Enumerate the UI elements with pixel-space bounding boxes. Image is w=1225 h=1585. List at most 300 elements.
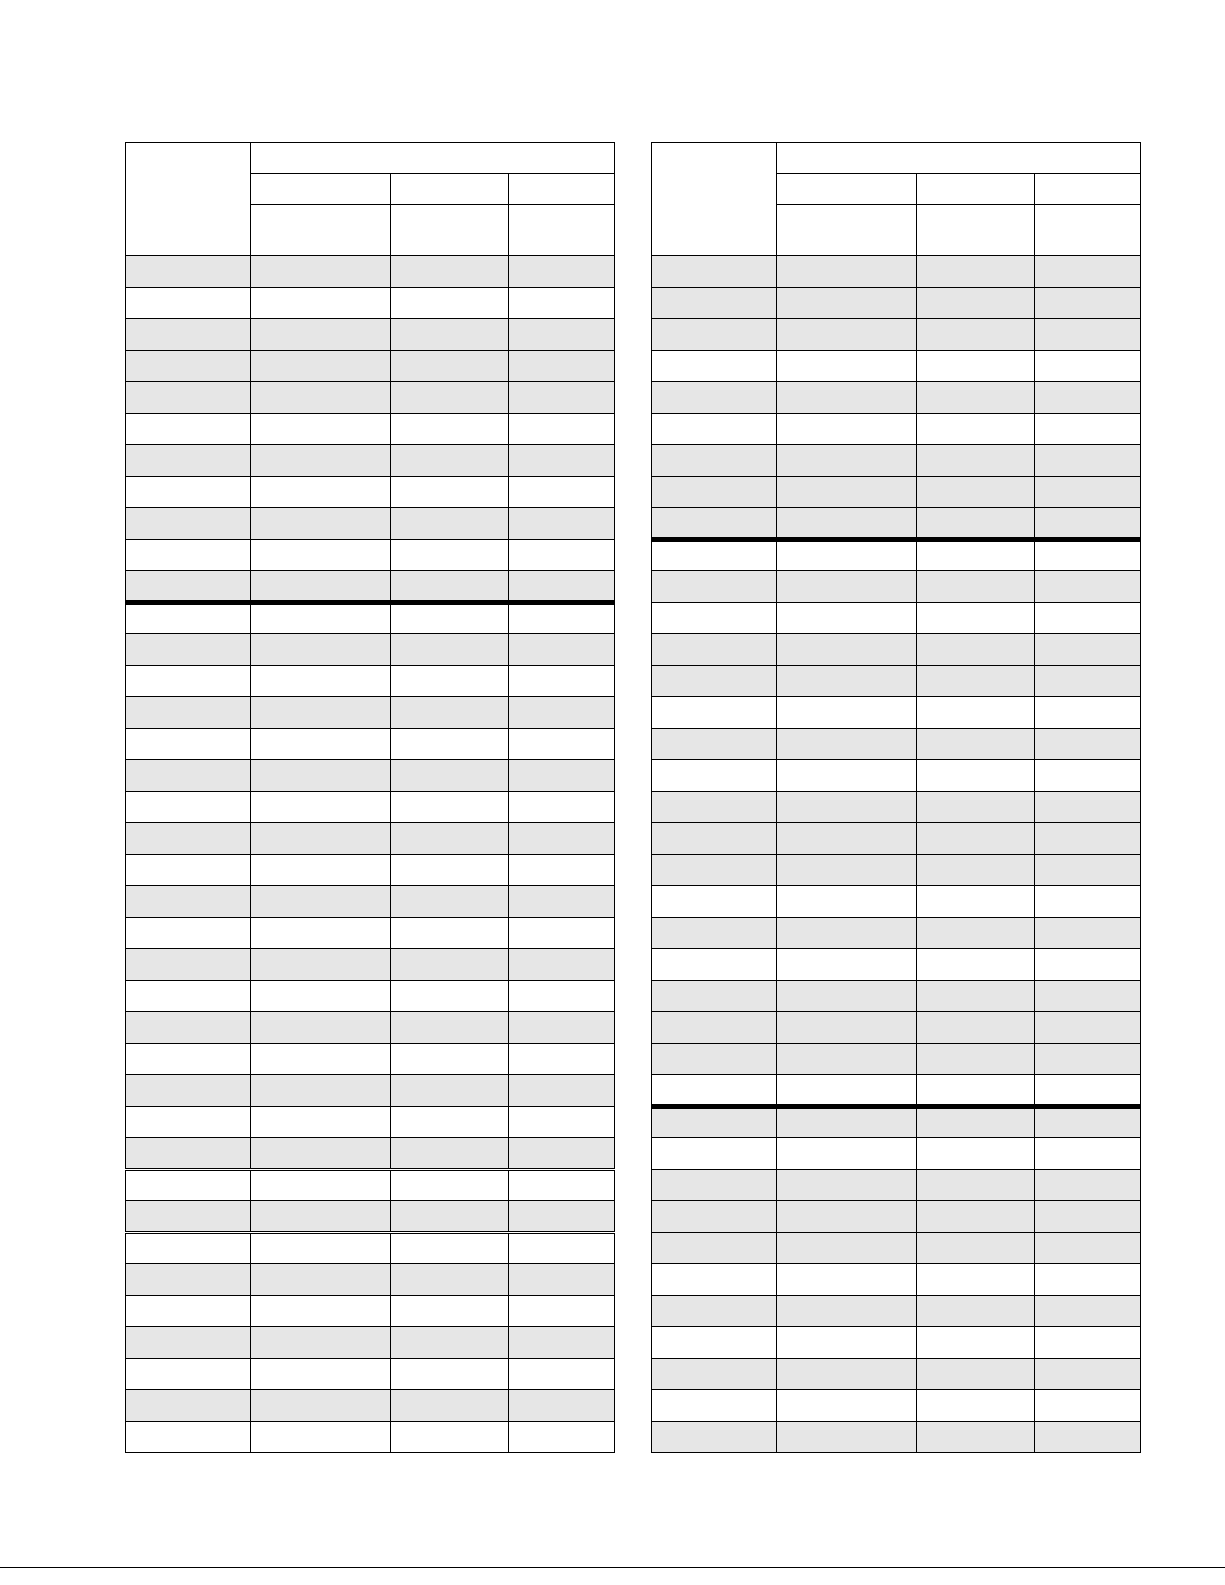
table-row bbox=[126, 508, 615, 540]
table-row bbox=[652, 697, 1141, 729]
table-row bbox=[652, 665, 1141, 697]
table-cell bbox=[391, 1138, 509, 1170]
table-cell bbox=[509, 1106, 615, 1138]
table-cell bbox=[251, 728, 391, 760]
table-cell bbox=[126, 1043, 251, 1075]
table-cell bbox=[777, 886, 917, 918]
table-row bbox=[652, 1169, 1141, 1201]
table-cell bbox=[652, 256, 777, 288]
table-row bbox=[652, 854, 1141, 886]
table-cell bbox=[391, 980, 509, 1012]
table-cell bbox=[509, 571, 615, 603]
table-cell bbox=[777, 319, 917, 351]
table-cell bbox=[652, 1043, 777, 1075]
table-cell bbox=[391, 1169, 509, 1201]
table-cell bbox=[1035, 949, 1141, 981]
table-cell bbox=[1035, 697, 1141, 729]
table-cell bbox=[126, 1138, 251, 1170]
table-cell bbox=[777, 665, 917, 697]
table-cell bbox=[391, 1327, 509, 1359]
table-cell bbox=[391, 728, 509, 760]
table-row bbox=[652, 791, 1141, 823]
table-cell bbox=[917, 949, 1035, 981]
table-cell bbox=[251, 1169, 391, 1201]
table-cell bbox=[917, 382, 1035, 414]
table-cell bbox=[126, 1390, 251, 1422]
table-cell bbox=[509, 949, 615, 981]
table-cell bbox=[777, 949, 917, 981]
header-stub-cell bbox=[652, 143, 777, 256]
table-row bbox=[652, 1327, 1141, 1359]
table-cell bbox=[1035, 1358, 1141, 1390]
table-row bbox=[126, 1043, 615, 1075]
table-row bbox=[652, 823, 1141, 855]
table-cell bbox=[777, 1232, 917, 1264]
table-cell bbox=[777, 1043, 917, 1075]
table-cell bbox=[251, 476, 391, 508]
table-cell bbox=[652, 886, 777, 918]
table-cell bbox=[652, 350, 777, 382]
table-cell bbox=[777, 1138, 917, 1170]
header-cell bbox=[509, 174, 615, 205]
table-cell bbox=[917, 1106, 1035, 1138]
header-stub-cell bbox=[126, 143, 251, 256]
table-cell bbox=[391, 634, 509, 666]
table-cell bbox=[509, 1358, 615, 1390]
table-cell bbox=[1035, 602, 1141, 634]
table-cell bbox=[509, 823, 615, 855]
table-cell bbox=[1035, 382, 1141, 414]
table-cell bbox=[777, 571, 917, 603]
table-cell bbox=[1035, 1075, 1141, 1107]
table-cell bbox=[251, 1264, 391, 1296]
table-cell bbox=[652, 571, 777, 603]
table-cell bbox=[391, 1295, 509, 1327]
table-cell bbox=[917, 1358, 1035, 1390]
table-cell bbox=[1035, 1421, 1141, 1453]
table-cell bbox=[1035, 1327, 1141, 1359]
table-row bbox=[652, 1138, 1141, 1170]
table-cell bbox=[391, 949, 509, 981]
table-cell bbox=[391, 1421, 509, 1453]
table-cell bbox=[251, 1421, 391, 1453]
header-title-row bbox=[126, 143, 615, 174]
table-cell bbox=[126, 508, 251, 540]
table-cell bbox=[251, 665, 391, 697]
table-row bbox=[126, 1390, 615, 1422]
table-cell bbox=[126, 1295, 251, 1327]
table-cell bbox=[1035, 350, 1141, 382]
table-row bbox=[652, 980, 1141, 1012]
table-cell bbox=[917, 1327, 1035, 1359]
table-cell bbox=[652, 1358, 777, 1390]
table-cell bbox=[777, 823, 917, 855]
table-cell bbox=[509, 1043, 615, 1075]
table-cell bbox=[126, 886, 251, 918]
header-cell bbox=[391, 205, 509, 256]
table-cell bbox=[777, 476, 917, 508]
right-table-container bbox=[651, 142, 1141, 1453]
table-cell bbox=[509, 1421, 615, 1453]
table-cell bbox=[1035, 917, 1141, 949]
table-cell bbox=[391, 382, 509, 414]
table-cell bbox=[509, 287, 615, 319]
table-cell bbox=[777, 1075, 917, 1107]
table-cell bbox=[652, 602, 777, 634]
table-cell bbox=[1035, 665, 1141, 697]
table-cell bbox=[251, 1327, 391, 1359]
table-cell bbox=[652, 1169, 777, 1201]
table-cell bbox=[509, 665, 615, 697]
table-row bbox=[652, 728, 1141, 760]
table-cell bbox=[391, 1201, 509, 1233]
table-cell bbox=[1035, 571, 1141, 603]
header-cell bbox=[777, 205, 917, 256]
table-cell bbox=[509, 697, 615, 729]
table-cell bbox=[917, 823, 1035, 855]
table-cell bbox=[652, 508, 777, 540]
table-cell bbox=[126, 256, 251, 288]
table-row bbox=[126, 1138, 615, 1170]
table-cell bbox=[509, 508, 615, 540]
table-cell bbox=[126, 1201, 251, 1233]
table-row bbox=[126, 382, 615, 414]
table-cell bbox=[917, 980, 1035, 1012]
header-cell bbox=[917, 174, 1035, 205]
table-cell bbox=[777, 382, 917, 414]
table-cell bbox=[251, 1295, 391, 1327]
table-row bbox=[652, 571, 1141, 603]
table-cell bbox=[917, 697, 1035, 729]
table-cell bbox=[251, 854, 391, 886]
table-cell bbox=[917, 1169, 1035, 1201]
table-cell bbox=[391, 917, 509, 949]
table-cell bbox=[509, 256, 615, 288]
table-cell bbox=[1035, 634, 1141, 666]
table-cell bbox=[917, 571, 1035, 603]
header-cell bbox=[917, 205, 1035, 256]
table-cell bbox=[126, 1264, 251, 1296]
table-cell bbox=[777, 256, 917, 288]
table-cell bbox=[777, 350, 917, 382]
table-cell bbox=[391, 256, 509, 288]
table-cell bbox=[126, 476, 251, 508]
table-cell bbox=[391, 697, 509, 729]
table-row bbox=[126, 476, 615, 508]
table-cell bbox=[251, 1390, 391, 1422]
table-cell bbox=[126, 382, 251, 414]
table-cell bbox=[1035, 256, 1141, 288]
table-row bbox=[126, 1327, 615, 1359]
table-row bbox=[652, 1012, 1141, 1044]
table-cell bbox=[917, 445, 1035, 477]
table-cell bbox=[251, 287, 391, 319]
table-cell bbox=[251, 319, 391, 351]
table-cell bbox=[1035, 1138, 1141, 1170]
table-row bbox=[652, 1106, 1141, 1138]
table-cell bbox=[1035, 476, 1141, 508]
table-cell bbox=[652, 445, 777, 477]
table-cell bbox=[1035, 1169, 1141, 1201]
table-cell bbox=[777, 1201, 917, 1233]
table-cell bbox=[251, 823, 391, 855]
table-cell bbox=[917, 1201, 1035, 1233]
table-cell bbox=[509, 980, 615, 1012]
table-cell bbox=[777, 508, 917, 540]
table-row bbox=[126, 823, 615, 855]
table-cell bbox=[917, 1421, 1035, 1453]
table-cell bbox=[126, 571, 251, 603]
table-cell bbox=[391, 823, 509, 855]
table-cell bbox=[391, 886, 509, 918]
table-cell bbox=[509, 1138, 615, 1170]
table-row bbox=[126, 917, 615, 949]
table-cell bbox=[777, 445, 917, 477]
table-row bbox=[126, 1169, 615, 1201]
table-cell bbox=[391, 1106, 509, 1138]
table-row bbox=[126, 1012, 615, 1044]
table-cell bbox=[652, 1327, 777, 1359]
table-row bbox=[126, 760, 615, 792]
table-cell bbox=[652, 1295, 777, 1327]
table-cell bbox=[917, 319, 1035, 351]
table-row bbox=[126, 445, 615, 477]
table-cell bbox=[777, 854, 917, 886]
table-cell bbox=[1035, 539, 1141, 571]
table-cell bbox=[917, 1232, 1035, 1264]
table-cell bbox=[126, 350, 251, 382]
table-cell bbox=[1035, 854, 1141, 886]
table-cell bbox=[509, 1169, 615, 1201]
table-cell bbox=[652, 823, 777, 855]
table-row bbox=[652, 760, 1141, 792]
table-cell bbox=[126, 1232, 251, 1264]
table-cell bbox=[917, 1012, 1035, 1044]
table-cell bbox=[777, 634, 917, 666]
table-cell bbox=[251, 1232, 391, 1264]
table-cell bbox=[126, 1169, 251, 1201]
table-row bbox=[126, 980, 615, 1012]
table-cell bbox=[917, 350, 1035, 382]
table-row bbox=[126, 1295, 615, 1327]
table-cell bbox=[126, 854, 251, 886]
header-cell bbox=[391, 174, 509, 205]
table-cell bbox=[652, 319, 777, 351]
table-cell bbox=[1035, 823, 1141, 855]
table-cell bbox=[1035, 980, 1141, 1012]
table-cell bbox=[126, 728, 251, 760]
header-span-cell bbox=[251, 143, 615, 174]
table-row bbox=[126, 571, 615, 603]
table-cell bbox=[1035, 1295, 1141, 1327]
table-row bbox=[652, 1201, 1141, 1233]
table-cell bbox=[652, 1421, 777, 1453]
table-cell bbox=[251, 949, 391, 981]
table-cell bbox=[391, 1232, 509, 1264]
table-cell bbox=[126, 665, 251, 697]
left-data-table bbox=[125, 142, 615, 1453]
table-cell bbox=[509, 445, 615, 477]
table-cell bbox=[917, 917, 1035, 949]
table-row bbox=[126, 256, 615, 288]
table-row bbox=[652, 1390, 1141, 1422]
table-row bbox=[652, 350, 1141, 382]
table-cell bbox=[509, 382, 615, 414]
table-row bbox=[126, 1358, 615, 1390]
table-row bbox=[652, 1421, 1141, 1453]
table-cell bbox=[391, 665, 509, 697]
table-cell bbox=[509, 350, 615, 382]
table-cell bbox=[391, 760, 509, 792]
table-cell bbox=[652, 1106, 777, 1138]
table-cell bbox=[251, 571, 391, 603]
table-cell bbox=[509, 1075, 615, 1107]
table-cell bbox=[251, 1075, 391, 1107]
table-cell bbox=[126, 917, 251, 949]
header-cell bbox=[1035, 174, 1141, 205]
table-row bbox=[652, 1264, 1141, 1296]
table-cell bbox=[251, 1043, 391, 1075]
header-cell bbox=[251, 174, 391, 205]
table-cell bbox=[509, 539, 615, 571]
table-cell bbox=[251, 634, 391, 666]
table-cell bbox=[777, 1106, 917, 1138]
table-row bbox=[126, 1201, 615, 1233]
table-row bbox=[652, 634, 1141, 666]
table-cell bbox=[1035, 728, 1141, 760]
table-cell bbox=[126, 1106, 251, 1138]
header-cell bbox=[1035, 205, 1141, 256]
table-cell bbox=[917, 760, 1035, 792]
table-cell bbox=[391, 1264, 509, 1296]
table-cell bbox=[1035, 445, 1141, 477]
table-row bbox=[652, 508, 1141, 540]
table-cell bbox=[652, 665, 777, 697]
table-cell bbox=[652, 1012, 777, 1044]
table-cell bbox=[509, 886, 615, 918]
table-cell bbox=[391, 571, 509, 603]
table-cell bbox=[652, 382, 777, 414]
table-row bbox=[652, 319, 1141, 351]
table-cell bbox=[777, 1327, 917, 1359]
table-cell bbox=[126, 1358, 251, 1390]
table-row bbox=[652, 1358, 1141, 1390]
table-row bbox=[126, 1106, 615, 1138]
header-cell bbox=[251, 205, 391, 256]
table-cell bbox=[777, 1012, 917, 1044]
table-cell bbox=[1035, 886, 1141, 918]
table-cell bbox=[1035, 1012, 1141, 1044]
table-row bbox=[652, 445, 1141, 477]
table-cell bbox=[126, 319, 251, 351]
table-row bbox=[652, 949, 1141, 981]
table-cell bbox=[777, 980, 917, 1012]
table-cell bbox=[777, 1421, 917, 1453]
table-cell bbox=[251, 1201, 391, 1233]
table-row bbox=[126, 539, 615, 571]
table-cell bbox=[509, 1390, 615, 1422]
table-cell bbox=[391, 508, 509, 540]
table-cell bbox=[917, 476, 1035, 508]
table-row bbox=[126, 319, 615, 351]
table-cell bbox=[251, 697, 391, 729]
table-cell bbox=[652, 980, 777, 1012]
table-cell bbox=[126, 413, 251, 445]
table-row bbox=[652, 382, 1141, 414]
table-cell bbox=[251, 508, 391, 540]
table-cell bbox=[652, 413, 777, 445]
table-cell bbox=[777, 791, 917, 823]
table-cell bbox=[126, 1327, 251, 1359]
table-cell bbox=[917, 539, 1035, 571]
table-cell bbox=[652, 634, 777, 666]
table-cell bbox=[917, 634, 1035, 666]
table-row bbox=[652, 287, 1141, 319]
table-cell bbox=[652, 1232, 777, 1264]
table-cell bbox=[509, 728, 615, 760]
table-cell bbox=[251, 886, 391, 918]
left-table-body bbox=[126, 143, 615, 1453]
table-cell bbox=[391, 476, 509, 508]
table-row bbox=[126, 949, 615, 981]
table-row bbox=[126, 886, 615, 918]
table-row bbox=[126, 1264, 615, 1296]
table-cell bbox=[251, 917, 391, 949]
table-cell bbox=[251, 445, 391, 477]
table-cell bbox=[1035, 319, 1141, 351]
table-cell bbox=[126, 697, 251, 729]
table-cell bbox=[251, 382, 391, 414]
header-span-cell bbox=[777, 143, 1141, 174]
table-cell bbox=[509, 634, 615, 666]
table-cell bbox=[652, 917, 777, 949]
table-cell bbox=[509, 760, 615, 792]
table-cell bbox=[652, 539, 777, 571]
table-row bbox=[652, 256, 1141, 288]
table-cell bbox=[126, 1421, 251, 1453]
table-cell bbox=[652, 791, 777, 823]
table-cell bbox=[391, 854, 509, 886]
table-cell bbox=[509, 1295, 615, 1327]
table-cell bbox=[917, 413, 1035, 445]
table-cell bbox=[1035, 1264, 1141, 1296]
table-cell bbox=[917, 287, 1035, 319]
table-cell bbox=[126, 791, 251, 823]
table-row bbox=[652, 1075, 1141, 1107]
table-cell bbox=[391, 1043, 509, 1075]
table-cell bbox=[251, 791, 391, 823]
table-cell bbox=[126, 287, 251, 319]
table-cell bbox=[509, 854, 615, 886]
table-cell bbox=[391, 413, 509, 445]
table-row bbox=[652, 476, 1141, 508]
table-cell bbox=[1035, 287, 1141, 319]
table-cell bbox=[391, 1390, 509, 1422]
table-cell bbox=[391, 319, 509, 351]
table-cell bbox=[391, 791, 509, 823]
table-cell bbox=[777, 1358, 917, 1390]
table-row bbox=[126, 1421, 615, 1453]
table-cell bbox=[777, 1264, 917, 1296]
table-row bbox=[126, 1075, 615, 1107]
table-cell bbox=[126, 539, 251, 571]
table-row bbox=[126, 350, 615, 382]
table-cell bbox=[251, 1106, 391, 1138]
table-cell bbox=[126, 602, 251, 634]
table-cell bbox=[777, 413, 917, 445]
table-cell bbox=[917, 1075, 1035, 1107]
table-cell bbox=[391, 1358, 509, 1390]
